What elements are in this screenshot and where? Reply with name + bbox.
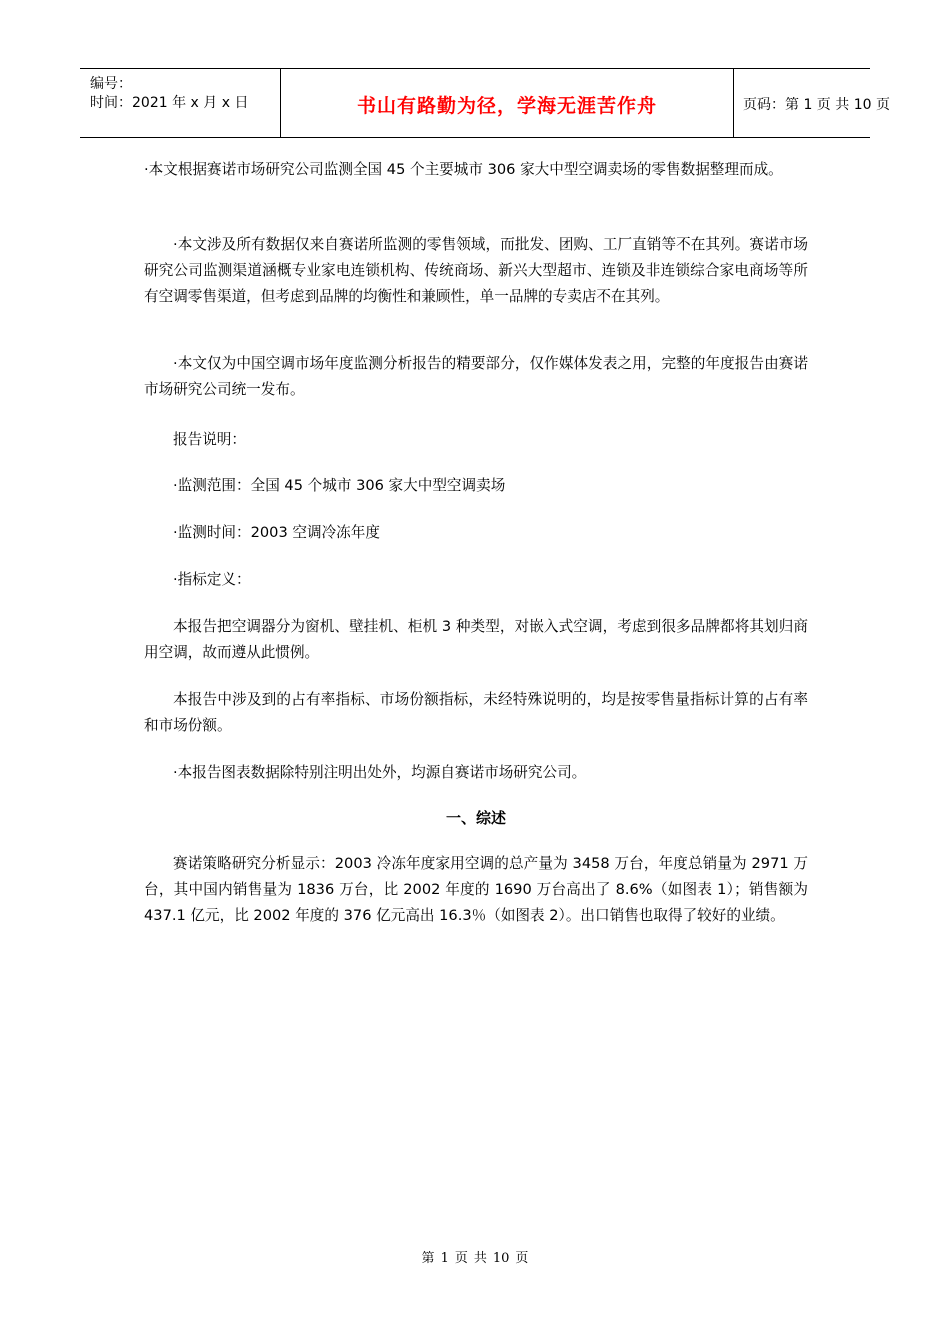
paragraph-indicator-definition: ·指标定义： <box>173 571 251 588</box>
paragraph-summary: 赛诺策略研究分析显示：2003 冷冻年度家用空调的总产量为 3458 万台，年度总销量为 2971 万台，其中国内销售量为 1836 万台，比 2002 年度的 1690 万台高出了 8.6%（如图表 1）；销售额为 437.1 亿元，比 2002 年度的 376 亿元高出 16.3％（如图表 2）。出口销售也取得了较好的业绩。 <box>144 855 808 924</box>
paragraph-data-scope: ·本文涉及所有数据仅来自赛诺所监测的零售领域，而批发、团购、工厂直销等不在其列。赛诺市场研究公司监测渠道涵概专业家电连锁机构、传统商场、新兴大型超市、连锁及非连锁综合家电商场等所有空调零售渠道，但考虑到品牌的均衡性和兼顾性，单一品牌的专卖店不在其列。 <box>144 236 808 305</box>
header-motto: 书山有路勤为径，学海无涯苦作舟 <box>356 95 657 117</box>
paragraph-monitor-time: ·监测时间：2003 空调冷冻年度 <box>173 524 380 541</box>
footer-total-pages: 10 <box>492 1251 510 1266</box>
paragraph-monitor-range: ·监测范围：全国 45 个城市 306 家大中型空调卖场 <box>173 477 506 494</box>
paragraph-report-explanation-title: 报告说明： <box>173 431 246 448</box>
header-page-info: 页码：第 1 页 共 10 页 <box>743 97 890 113</box>
paragraph-chart-source: ·本报告图表数据除特别注明出处外，均源自赛诺市场研究公司。 <box>173 764 587 781</box>
paragraph-ac-types: 本报告把空调器分为窗机、壁挂机、柜机 3 种类型，对嵌入式空调，考虑到很多品牌都将其划归商用空调，故而遵从此惯例。 <box>144 618 808 661</box>
page-header <box>80 68 890 138</box>
document-number-label: 编号： <box>90 76 132 92</box>
paragraph-market-share: 本报告中涉及到的占有率指标、市场份额指标，未经特殊说明的，均是按零售量指标计算的占有率和市场份额。 <box>144 691 808 734</box>
footer-page-word: 页 <box>454 1251 468 1266</box>
footer-total-word: 共 <box>473 1251 487 1266</box>
page-footer <box>0 1247 950 1266</box>
footer-page-prefix: 第 <box>421 1251 435 1266</box>
document-date: 时间：2021 年 x 月 x 日 <box>90 95 249 111</box>
section-heading: 一、综述 <box>445 809 506 827</box>
header-left-cell <box>80 69 280 137</box>
footer-page-number: 1 <box>440 1251 449 1266</box>
header-motto-cell <box>280 69 734 137</box>
paragraph-report-note: ·本文仅为中国空调市场年度监测分析报告的精要部分，仅作媒体发表之用，完整的年度报告由赛诺市场研究公司统一发布。 <box>144 355 808 398</box>
paragraph-data-source: ·本文根据赛诺市场研究公司监测全国 45 个主要城市 306 家大中型空调卖场的零售数据整理而成。 <box>144 161 783 178</box>
header-right-cell <box>733 69 890 137</box>
footer-total-suffix: 页 <box>515 1251 529 1266</box>
